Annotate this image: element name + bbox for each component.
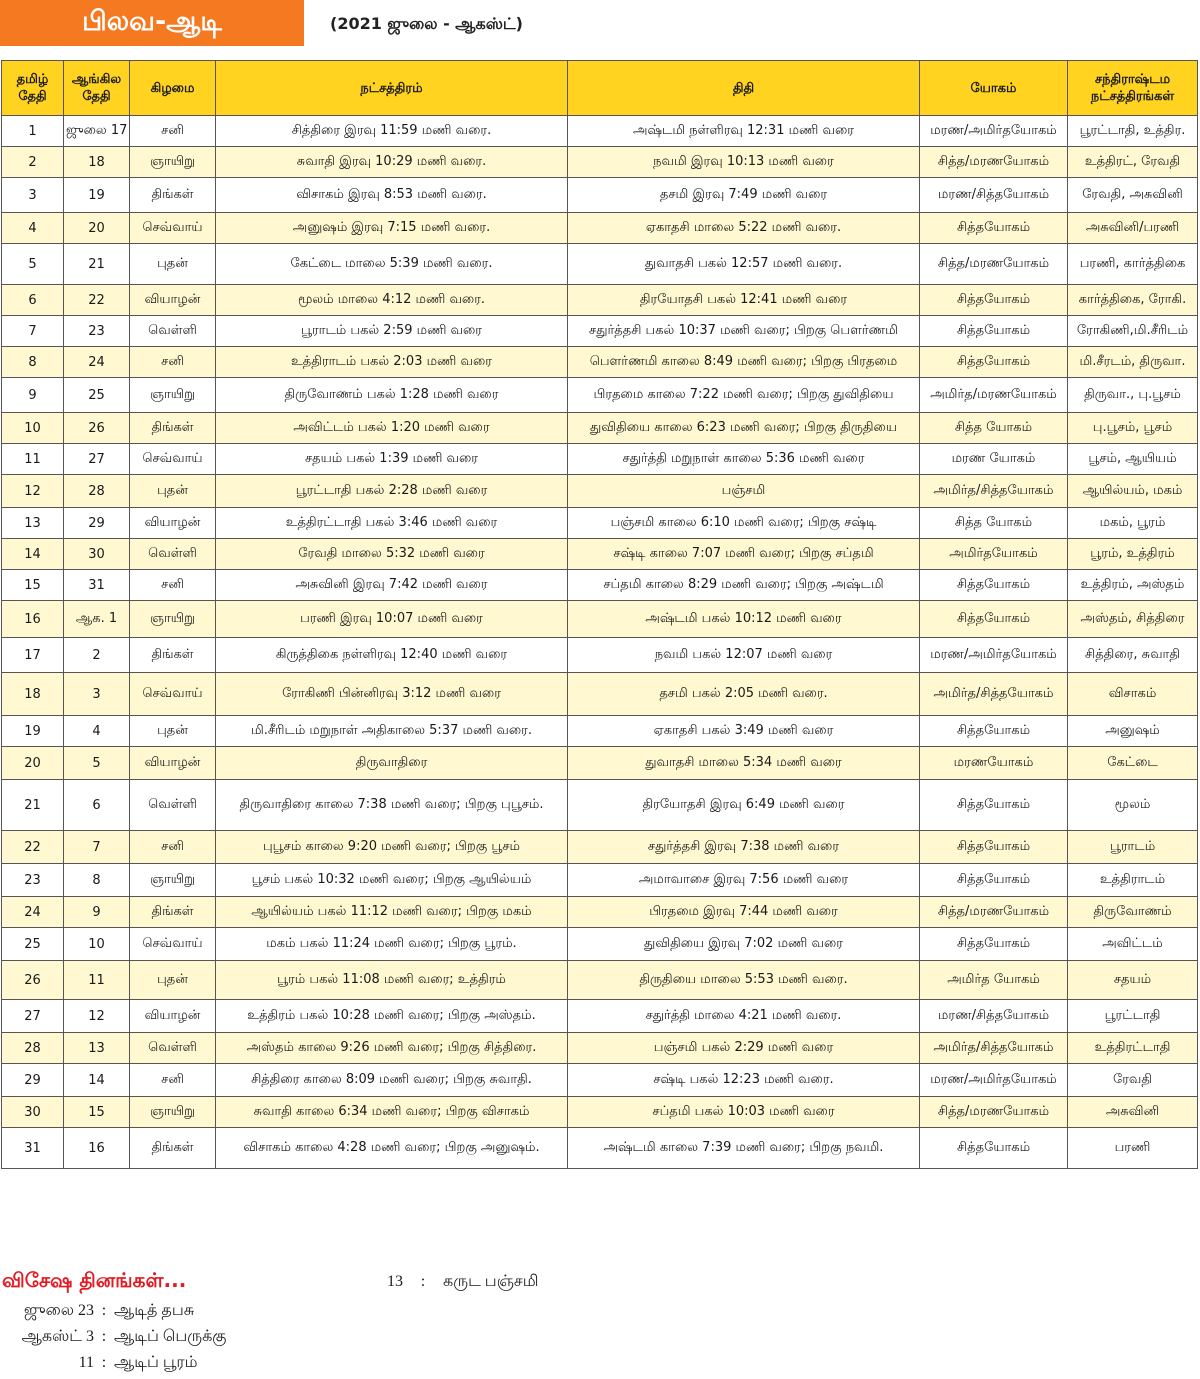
tithi-cell: ஏகாதசி மாலை 5:22 மணி வரை. bbox=[568, 213, 920, 244]
table-row bbox=[2, 747, 1198, 780]
english-date-cell: 20 bbox=[64, 213, 130, 244]
special-day-date: 11 bbox=[78, 1354, 94, 1371]
table-row bbox=[2, 1128, 1198, 1169]
table-row bbox=[2, 444, 1198, 475]
english-date-cell: 13 bbox=[64, 1033, 130, 1064]
chandrashtama-cell: அஸ்தம், சித்திரை bbox=[1068, 601, 1198, 638]
tamil-date-cell: 24 bbox=[2, 897, 64, 928]
separator: : bbox=[420, 1273, 426, 1290]
english-date-cell: 4 bbox=[64, 716, 130, 747]
yogam-cell: அமிர்த/மரணயோகம் bbox=[920, 378, 1068, 413]
nakshatra-cell: பூசம் பகல் 10:32 மணி வரை; பிறகு ஆயில்யம் bbox=[216, 864, 568, 897]
chandrashtama-cell: பரணி bbox=[1068, 1128, 1198, 1169]
tithi-cell: பஞ்சமி bbox=[568, 475, 920, 508]
yogam-cell: சித்தயோகம் bbox=[920, 213, 1068, 244]
table-row bbox=[2, 1033, 1198, 1064]
weekday-cell: வெள்ளி bbox=[130, 1033, 216, 1064]
table-row bbox=[2, 928, 1198, 961]
tithi-cell: துவிதியை இரவு 7:02 மணி வரை bbox=[568, 928, 920, 961]
english-date-cell: 10 bbox=[64, 928, 130, 961]
english-date-cell: 7 bbox=[64, 831, 130, 864]
table-row bbox=[2, 716, 1198, 747]
english-date-cell: 14 bbox=[64, 1064, 130, 1097]
table-row bbox=[2, 780, 1198, 831]
special-day-item bbox=[2, 1353, 1192, 1379]
weekday-cell: வியாழன் bbox=[130, 1000, 216, 1033]
yogam-cell: சித்த/மரணயோகம் bbox=[920, 897, 1068, 928]
english-date-cell: 2 bbox=[64, 638, 130, 673]
yogam-cell: சித்த யோகம் bbox=[920, 413, 1068, 444]
tithi-cell: தசமி பகல் 2:05 மணி வரை. bbox=[568, 673, 920, 716]
weekday-cell: புதன் bbox=[130, 244, 216, 285]
tamil-date-cell: 2 bbox=[2, 147, 64, 178]
nakshatra-cell: கிருத்திகை நள்ளிரவு 12:40 மணி வரை bbox=[216, 638, 568, 673]
weekday-cell: ஞாயிறு bbox=[130, 378, 216, 413]
nakshatra-cell: அஸ்தம் காலை 9:26 மணி வரை; பிறகு சித்திரை. bbox=[216, 1033, 568, 1064]
tamil-date-cell: 17 bbox=[2, 638, 64, 673]
table-row bbox=[2, 864, 1198, 897]
yogam-cell: சித்தயோகம் bbox=[920, 780, 1068, 831]
nakshatra-cell: திருவாதிரை காலை 7:38 மணி வரை; பிறகு புபூசம். bbox=[216, 780, 568, 831]
weekday-cell: புதன் bbox=[130, 475, 216, 508]
chandrashtama-cell: கேட்டை bbox=[1068, 747, 1198, 780]
table-row bbox=[2, 1064, 1198, 1097]
english-date-cell: 6 bbox=[64, 780, 130, 831]
english-date-cell: 9 bbox=[64, 897, 130, 928]
tithi-cell: துவிதியை காலை 6:23 மணி வரை; பிறகு திருதியை bbox=[568, 413, 920, 444]
special-day-event: கருட பஞ்சமி bbox=[443, 1273, 539, 1290]
yogam-cell: சித்தயோகம் bbox=[920, 285, 1068, 316]
english-date-cell: 12 bbox=[64, 1000, 130, 1033]
nakshatra-cell: உத்திரட்டாதி பகல் 3:46 மணி வரை bbox=[216, 508, 568, 539]
page-title: பிலவ-ஆடி bbox=[0, 0, 304, 46]
table-row bbox=[2, 178, 1198, 213]
table-row bbox=[2, 316, 1198, 347]
chandrashtama-cell: மகம், பூரம் bbox=[1068, 508, 1198, 539]
nakshatra-cell: பூரம் பகல் 11:08 மணி வரை; உத்திரம் bbox=[216, 961, 568, 1000]
special-day-date: ஜுலை 23 bbox=[23, 1302, 94, 1319]
tithi-cell: திருதியை மாலை 5:53 மணி வரை. bbox=[568, 961, 920, 1000]
yogam-cell: மரணயோகம் bbox=[920, 747, 1068, 780]
nakshatra-cell: விசாகம் காலை 4:28 மணி வரை; பிறகு அனுஷம். bbox=[216, 1128, 568, 1169]
tamil-date-cell: 5 bbox=[2, 244, 64, 285]
weekday-cell: திங்கள் bbox=[130, 897, 216, 928]
table-row bbox=[2, 831, 1198, 864]
column-header: கிழமை bbox=[130, 61, 216, 116]
weekday-cell: புதன் bbox=[130, 961, 216, 1000]
column-header: சந்திராஷ்டம நட்சத்திரங்கள் bbox=[1068, 61, 1198, 116]
nakshatra-cell: பூரட்டாதி பகல் 2:28 மணி வரை bbox=[216, 475, 568, 508]
table-row bbox=[2, 378, 1198, 413]
tithi-cell: தசமி இரவு 7:49 மணி வரை bbox=[568, 178, 920, 213]
chandrashtama-cell: ரேவதி bbox=[1068, 1064, 1198, 1097]
chandrashtama-cell: உத்திரம், அஸ்தம் bbox=[1068, 570, 1198, 601]
table-row bbox=[2, 244, 1198, 285]
nakshatra-cell: ஆயில்யம் பகல் 11:12 மணி வரை; பிறகு மகம் bbox=[216, 897, 568, 928]
nakshatra-cell: சுவாதி காலை 6:34 மணி வரை; பிறகு விசாகம் bbox=[216, 1097, 568, 1128]
weekday-cell: செவ்வாய் bbox=[130, 928, 216, 961]
nakshatra-cell: கேட்டை மாலை 5:39 மணி வரை. bbox=[216, 244, 568, 285]
tithi-cell: பஞ்சமி பகல் 2:29 மணி வரை bbox=[568, 1033, 920, 1064]
special-days-title: விசேஷ தினங்கள்... bbox=[2, 1268, 187, 1292]
chandrashtama-cell: ஆயில்யம், மகம் bbox=[1068, 475, 1198, 508]
table-row bbox=[2, 116, 1198, 147]
nakshatra-cell: சித்திரை இரவு 11:59 மணி வரை. bbox=[216, 116, 568, 147]
chandrashtama-cell: உத்திரட்டாதி bbox=[1068, 1033, 1198, 1064]
tithi-cell: சப்தமி பகல் 10:03 மணி வரை bbox=[568, 1097, 920, 1128]
table-row bbox=[2, 508, 1198, 539]
nakshatra-cell: புபூசம் காலை 9:20 மணி வரை; பிறகு பூசம் bbox=[216, 831, 568, 864]
weekday-cell: புதன் bbox=[130, 716, 216, 747]
english-date-cell: 23 bbox=[64, 316, 130, 347]
chandrashtama-cell: அவிட்டம் bbox=[1068, 928, 1198, 961]
yogam-cell: சித்த/மரணயோகம் bbox=[920, 244, 1068, 285]
tamil-date-cell: 16 bbox=[2, 601, 64, 638]
chandrashtama-cell: திருவா., பு.பூசம் bbox=[1068, 378, 1198, 413]
chandrashtama-cell: அனுஷம் bbox=[1068, 716, 1198, 747]
tamil-date-cell: 1 bbox=[2, 116, 64, 147]
english-date-cell: 21 bbox=[64, 244, 130, 285]
nakshatra-cell: அசுவினி இரவு 7:42 மணி வரை bbox=[216, 570, 568, 601]
weekday-cell: திங்கள் bbox=[130, 1128, 216, 1169]
separator: : bbox=[101, 1328, 107, 1345]
nakshatra-cell: உத்திராடம் பகல் 2:03 மணி வரை bbox=[216, 347, 568, 378]
english-date-cell: 24 bbox=[64, 347, 130, 378]
english-date-cell: 3 bbox=[64, 673, 130, 716]
tithi-cell: பிரதமை இரவு 7:44 மணி வரை bbox=[568, 897, 920, 928]
nakshatra-cell: சதயம் பகல் 1:39 மணி வரை bbox=[216, 444, 568, 475]
tithi-cell: திரயோதசி பகல் 12:41 மணி வரை bbox=[568, 285, 920, 316]
nakshatra-cell: சுவாதி இரவு 10:29 மணி வரை. bbox=[216, 147, 568, 178]
weekday-cell: திங்கள் bbox=[130, 178, 216, 213]
tithi-cell: சஷ்டி பகல் 12:23 மணி வரை. bbox=[568, 1064, 920, 1097]
yogam-cell: மரண/சித்தயோகம் bbox=[920, 178, 1068, 213]
yogam-cell: சித்தயோகம் bbox=[920, 716, 1068, 747]
nakshatra-cell: விசாகம் இரவு 8:53 மணி வரை. bbox=[216, 178, 568, 213]
weekday-cell: சனி bbox=[130, 831, 216, 864]
special-day-item bbox=[387, 1272, 539, 1292]
tamil-date-cell: 14 bbox=[2, 539, 64, 570]
weekday-cell: வியாழன் bbox=[130, 508, 216, 539]
yogam-cell: அமிர்த யோகம் bbox=[920, 961, 1068, 1000]
tithi-cell: சதுர்த்தசி பகல் 10:37 மணி வரை; பிறகு பௌர்ணமி bbox=[568, 316, 920, 347]
weekday-cell: ஞாயிறு bbox=[130, 601, 216, 638]
tamil-date-cell: 7 bbox=[2, 316, 64, 347]
english-date-cell: 29 bbox=[64, 508, 130, 539]
tithi-cell: நவமி பகல் 12:07 மணி வரை bbox=[568, 638, 920, 673]
table-header-row bbox=[2, 61, 1198, 116]
yogam-cell: சித்தயோகம் bbox=[920, 570, 1068, 601]
nakshatra-cell: அனுஷம் இரவு 7:15 மணி வரை. bbox=[216, 213, 568, 244]
table-row bbox=[2, 147, 1198, 178]
separator: : bbox=[101, 1302, 107, 1319]
tamil-date-cell: 26 bbox=[2, 961, 64, 1000]
english-date-cell: 18 bbox=[64, 147, 130, 178]
column-header: நட்சத்திரம் bbox=[216, 61, 568, 116]
column-header: ஆங்கில தேதி bbox=[64, 61, 130, 116]
tamil-date-cell: 29 bbox=[2, 1064, 64, 1097]
chandrashtama-cell: பூரட்டாதி, உத்திர. bbox=[1068, 116, 1198, 147]
chandrashtama-cell: பு.பூசம், பூசம் bbox=[1068, 413, 1198, 444]
english-date-cell: 30 bbox=[64, 539, 130, 570]
nakshatra-cell: சித்திரை காலை 8:09 மணி வரை; பிறகு சுவாதி. bbox=[216, 1064, 568, 1097]
english-date-cell: 31 bbox=[64, 570, 130, 601]
column-header: தமிழ் தேதி bbox=[2, 61, 64, 116]
tithi-cell: சதுர்த்தி மறுநாள் காலை 5:36 மணி வரை bbox=[568, 444, 920, 475]
weekday-cell: சனி bbox=[130, 570, 216, 601]
special-day-item bbox=[2, 1327, 1192, 1353]
separator: : bbox=[101, 1354, 107, 1371]
tamil-date-cell: 28 bbox=[2, 1033, 64, 1064]
weekday-cell: செவ்வாய் bbox=[130, 213, 216, 244]
weekday-cell: வெள்ளி bbox=[130, 316, 216, 347]
tithi-cell: பஞ்சமி காலை 6:10 மணி வரை; பிறகு சஷ்டி bbox=[568, 508, 920, 539]
english-date-cell: 15 bbox=[64, 1097, 130, 1128]
yogam-cell: சித்தயோகம் bbox=[920, 928, 1068, 961]
yogam-cell: சித்த/மரணயோகம் bbox=[920, 1097, 1068, 1128]
nakshatra-cell: மகம் பகல் 11:24 மணி வரை; பிறகு பூரம். bbox=[216, 928, 568, 961]
chandrashtama-cell: மூலம் bbox=[1068, 780, 1198, 831]
chandrashtama-cell: திருவோணம் bbox=[1068, 897, 1198, 928]
tamil-date-cell: 20 bbox=[2, 747, 64, 780]
column-header: திதி bbox=[568, 61, 920, 116]
chandrashtama-cell: அசுவினி/பரணி bbox=[1068, 213, 1198, 244]
tamil-date-cell: 31 bbox=[2, 1128, 64, 1169]
tamil-date-cell: 6 bbox=[2, 285, 64, 316]
yogam-cell: சித்த யோகம் bbox=[920, 508, 1068, 539]
special-day-date: ஆகஸ்ட் 3 bbox=[21, 1328, 94, 1345]
yogam-cell: சித்தயோகம் bbox=[920, 316, 1068, 347]
weekday-cell: ஞாயிறு bbox=[130, 1097, 216, 1128]
tithi-cell: துவாதசி பகல் 12:57 மணி வரை. bbox=[568, 244, 920, 285]
nakshatra-cell: பரணி இரவு 10:07 மணி வரை bbox=[216, 601, 568, 638]
special-day-event: ஆடித் தபசு bbox=[114, 1302, 195, 1319]
tamil-date-cell: 25 bbox=[2, 928, 64, 961]
weekday-cell: சனி bbox=[130, 1064, 216, 1097]
calendar-table bbox=[1, 60, 1198, 1169]
tamil-date-cell: 10 bbox=[2, 413, 64, 444]
english-date-cell: 19 bbox=[64, 178, 130, 213]
special-days-section bbox=[2, 1268, 1192, 1379]
tithi-cell: அமாவாசை இரவு 7:56 மணி வரை bbox=[568, 864, 920, 897]
table-row bbox=[2, 1097, 1198, 1128]
tithi-cell: அஷ்டமி காலை 7:39 மணி வரை; பிறகு நவமி. bbox=[568, 1128, 920, 1169]
special-day-event: ஆடிப் பெருக்கு bbox=[114, 1328, 227, 1345]
tithi-cell: அஷ்டமி நள்ளிரவு 12:31 மணி வரை bbox=[568, 116, 920, 147]
weekday-cell: செவ்வாய் bbox=[130, 444, 216, 475]
tithi-cell: ஏகாதசி பகல் 3:49 மணி வரை bbox=[568, 716, 920, 747]
chandrashtama-cell: பூசம், ஆயியம் bbox=[1068, 444, 1198, 475]
tithi-cell: அஷ்டமி பகல் 10:12 மணி வரை bbox=[568, 601, 920, 638]
english-date-cell: 27 bbox=[64, 444, 130, 475]
yogam-cell: சித்தயோகம் bbox=[920, 831, 1068, 864]
tithi-cell: துவாதசி மாலை 5:34 மணி வரை bbox=[568, 747, 920, 780]
yogam-cell: அமிர்த/சித்தயோகம் bbox=[920, 475, 1068, 508]
tamil-date-cell: 30 bbox=[2, 1097, 64, 1128]
english-date-cell: 16 bbox=[64, 1128, 130, 1169]
chandrashtama-cell: உத்திரட், ரேவதி bbox=[1068, 147, 1198, 178]
english-date-cell: ஜுலை 17 bbox=[64, 116, 130, 147]
yogam-cell: மரண யோகம் bbox=[920, 444, 1068, 475]
yogam-cell: அமிர்த/சித்தயோகம் bbox=[920, 673, 1068, 716]
table-row bbox=[2, 285, 1198, 316]
tamil-date-cell: 11 bbox=[2, 444, 64, 475]
weekday-cell: வியாழன் bbox=[130, 747, 216, 780]
table-row bbox=[2, 347, 1198, 378]
column-header: யோகம் bbox=[920, 61, 1068, 116]
yogam-cell: சித்தயோகம் bbox=[920, 601, 1068, 638]
yogam-cell: மரண/அமிர்தயோகம் bbox=[920, 116, 1068, 147]
chandrashtama-cell: பூரம், உத்திரம் bbox=[1068, 539, 1198, 570]
english-date-cell: 11 bbox=[64, 961, 130, 1000]
weekday-cell: திங்கள் bbox=[130, 413, 216, 444]
tamil-date-cell: 23 bbox=[2, 864, 64, 897]
chandrashtama-cell: மி.சீரடம், திருவா. bbox=[1068, 347, 1198, 378]
english-date-cell: ஆக. 1 bbox=[64, 601, 130, 638]
special-day-item bbox=[2, 1301, 1192, 1327]
table-row bbox=[2, 570, 1198, 601]
tithi-cell: திரயோதசி இரவு 6:49 மணி வரை bbox=[568, 780, 920, 831]
nakshatra-cell: அவிட்டம் பகல் 1:20 மணி வரை bbox=[216, 413, 568, 444]
nakshatra-cell: திருவோணம் பகல் 1:28 மணி வரை bbox=[216, 378, 568, 413]
weekday-cell: வெள்ளி bbox=[130, 539, 216, 570]
weekday-cell: ஞாயிறு bbox=[130, 147, 216, 178]
chandrashtama-cell: பூரட்டாதி bbox=[1068, 1000, 1198, 1033]
tamil-date-cell: 13 bbox=[2, 508, 64, 539]
weekday-cell: திங்கள் bbox=[130, 638, 216, 673]
table-row bbox=[2, 897, 1198, 928]
yogam-cell: சித்தயோகம் bbox=[920, 1128, 1068, 1169]
nakshatra-cell: மூலம் மாலை 4:12 மணி வரை. bbox=[216, 285, 568, 316]
tamil-date-cell: 19 bbox=[2, 716, 64, 747]
tithi-cell: பௌர்ணமி காலை 8:49 மணி வரை; பிறகு பிரதமை bbox=[568, 347, 920, 378]
tamil-date-cell: 21 bbox=[2, 780, 64, 831]
chandrashtama-cell: அசுவினி bbox=[1068, 1097, 1198, 1128]
tamil-date-cell: 27 bbox=[2, 1000, 64, 1033]
tithi-cell: சதுர்த்தசி இரவு 7:38 மணி வரை bbox=[568, 831, 920, 864]
table-row bbox=[2, 413, 1198, 444]
tithi-cell: பிரதமை காலை 7:22 மணி வரை; பிறகு துவிதியை bbox=[568, 378, 920, 413]
tamil-date-cell: 18 bbox=[2, 673, 64, 716]
english-date-cell: 5 bbox=[64, 747, 130, 780]
chandrashtama-cell: கார்த்திகை, ரோகி. bbox=[1068, 285, 1198, 316]
english-date-cell: 28 bbox=[64, 475, 130, 508]
yogam-cell: மரண/அமிர்தயோகம் bbox=[920, 1064, 1068, 1097]
tamil-date-cell: 15 bbox=[2, 570, 64, 601]
weekday-cell: வெள்ளி bbox=[130, 780, 216, 831]
table-row bbox=[2, 673, 1198, 716]
chandrashtama-cell: சதயம் bbox=[1068, 961, 1198, 1000]
weekday-cell: சனி bbox=[130, 116, 216, 147]
table-row bbox=[2, 475, 1198, 508]
yogam-cell: சித்த/மரணயோகம் bbox=[920, 147, 1068, 178]
chandrashtama-cell: பூராடம் bbox=[1068, 831, 1198, 864]
tamil-date-cell: 8 bbox=[2, 347, 64, 378]
weekday-cell: ஞாயிறு bbox=[130, 864, 216, 897]
weekday-cell: சனி bbox=[130, 347, 216, 378]
page-subtitle: (2021 ஜுலை - ஆகஸ்ட்) bbox=[330, 14, 523, 33]
chandrashtama-cell: ரேவதி, அசுவினி bbox=[1068, 178, 1198, 213]
yogam-cell: அமிர்த/சித்தயோகம் bbox=[920, 1033, 1068, 1064]
table-row bbox=[2, 1000, 1198, 1033]
weekday-cell: வியாழன் bbox=[130, 285, 216, 316]
table-row bbox=[2, 539, 1198, 570]
tithi-cell: சப்தமி காலை 8:29 மணி வரை; பிறகு அஷ்டமி bbox=[568, 570, 920, 601]
chandrashtama-cell: விசாகம் bbox=[1068, 673, 1198, 716]
english-date-cell: 26 bbox=[64, 413, 130, 444]
english-date-cell: 25 bbox=[64, 378, 130, 413]
special-day-date: 13 bbox=[387, 1273, 403, 1290]
special-day-event: ஆடிப் பூரம் bbox=[114, 1354, 198, 1371]
nakshatra-cell: மி.சீரிடம் மறுநாள் அதிகாலை 5:37 மணி வரை. bbox=[216, 716, 568, 747]
table-row bbox=[2, 601, 1198, 638]
nakshatra-cell: உத்திரம் பகல் 10:28 மணி வரை; பிறகு அஸ்தம். bbox=[216, 1000, 568, 1033]
chandrashtama-cell: சித்திரை, சுவாதி bbox=[1068, 638, 1198, 673]
tithi-cell: நவமி இரவு 10:13 மணி வரை bbox=[568, 147, 920, 178]
tamil-date-cell: 9 bbox=[2, 378, 64, 413]
english-date-cell: 22 bbox=[64, 285, 130, 316]
chandrashtama-cell: ரோகிணி,மி.சீரிடம் bbox=[1068, 316, 1198, 347]
tamil-date-cell: 4 bbox=[2, 213, 64, 244]
tamil-date-cell: 22 bbox=[2, 831, 64, 864]
yogam-cell: சித்தயோகம் bbox=[920, 347, 1068, 378]
table-row bbox=[2, 638, 1198, 673]
tamil-date-cell: 3 bbox=[2, 178, 64, 213]
yogam-cell: மரண/சித்தயோகம் bbox=[920, 1000, 1068, 1033]
yogam-cell: மரண/அமிர்தயோகம் bbox=[920, 638, 1068, 673]
yogam-cell: அமிர்தயோகம் bbox=[920, 539, 1068, 570]
english-date-cell: 8 bbox=[64, 864, 130, 897]
table-row bbox=[2, 213, 1198, 244]
chandrashtama-cell: பரணி, கார்த்திகை bbox=[1068, 244, 1198, 285]
nakshatra-cell: ரேவதி மாலை 5:32 மணி வரை bbox=[216, 539, 568, 570]
yogam-cell: சித்தயோகம் bbox=[920, 864, 1068, 897]
tithi-cell: சஷ்டி காலை 7:07 மணி வரை; பிறகு சப்தமி bbox=[568, 539, 920, 570]
nakshatra-cell: திருவாதிரை bbox=[216, 747, 568, 780]
tamil-date-cell: 12 bbox=[2, 475, 64, 508]
nakshatra-cell: பூராடம் பகல் 2:59 மணி வரை bbox=[216, 316, 568, 347]
nakshatra-cell: ரோகிணி பின்னிரவு 3:12 மணி வரை bbox=[216, 673, 568, 716]
table-row bbox=[2, 961, 1198, 1000]
weekday-cell: செவ்வாய் bbox=[130, 673, 216, 716]
chandrashtama-cell: உத்திராடம் bbox=[1068, 864, 1198, 897]
tithi-cell: சதுர்த்தி மாலை 4:21 மணி வரை. bbox=[568, 1000, 920, 1033]
